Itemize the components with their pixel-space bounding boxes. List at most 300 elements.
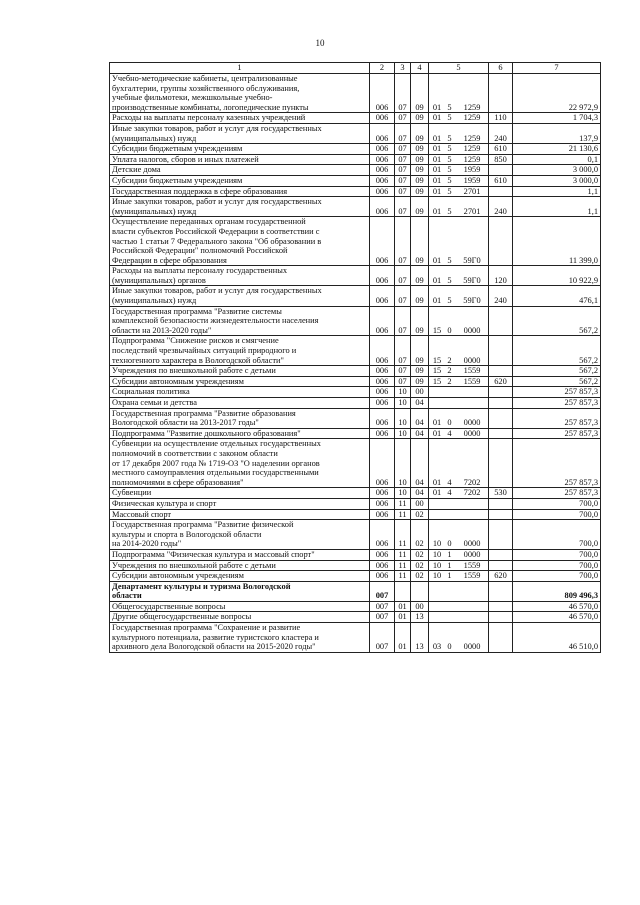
row-expense-type bbox=[489, 520, 513, 550]
row-subsection-code: 04 bbox=[411, 408, 429, 428]
row-expense-type bbox=[489, 165, 513, 176]
row-name: Учреждения по внешкольной работе с детьми bbox=[110, 366, 370, 377]
row-amount: 567,2 bbox=[513, 336, 601, 366]
header-cell-4: 4 bbox=[411, 63, 429, 74]
table-row bbox=[110, 612, 601, 623]
row-target-article bbox=[429, 165, 489, 176]
row-amount: 700,0 bbox=[513, 520, 601, 550]
row-subsection-code bbox=[411, 581, 429, 601]
header-cell-1: 1 bbox=[110, 63, 370, 74]
header-cell-7: 7 bbox=[513, 63, 601, 74]
table-row bbox=[110, 376, 601, 387]
row-amount: 3 000,0 bbox=[513, 165, 601, 176]
row-target-article-p3: 1259 bbox=[463, 133, 481, 143]
row-name: Подпрограмма "Физическая культура и массовый спорт" bbox=[110, 549, 370, 560]
row-name: Иные закупки товаров, работ и услуг для государственных (муниципальных) нужд bbox=[110, 123, 370, 143]
row-name: Субсидии автономным учреждениям bbox=[110, 571, 370, 582]
row-name: Общегосударственные вопросы bbox=[110, 601, 370, 612]
row-subsection-code: 13 bbox=[411, 612, 429, 623]
row-subsection-code: 09 bbox=[411, 266, 429, 286]
row-expense-type bbox=[489, 336, 513, 366]
row-subsection-code: 00 bbox=[411, 387, 429, 398]
row-expense-type bbox=[489, 387, 513, 398]
row-expense-type bbox=[489, 186, 513, 197]
row-expense-type: 620 bbox=[489, 376, 513, 387]
header-cell-5: 5 bbox=[429, 63, 489, 74]
header-row bbox=[110, 63, 601, 74]
row-target-article-p3: 0000 bbox=[463, 325, 481, 335]
row-name: Государственная программа "Развитие образования Вологодской области на 2013-2017 годы" bbox=[110, 408, 370, 428]
row-target-article bbox=[429, 612, 489, 623]
table-row bbox=[110, 336, 601, 366]
row-target-article-p3: 59Г0 bbox=[463, 296, 481, 306]
row-section-code: 11 bbox=[395, 520, 411, 550]
row-section-code: 07 bbox=[395, 165, 411, 176]
row-target-article-p3: 0000 bbox=[463, 642, 481, 652]
row-subsection-code: 09 bbox=[411, 336, 429, 366]
row-target-article bbox=[429, 366, 489, 377]
row-target-article-p2: 0 bbox=[447, 325, 452, 335]
row-ministry-code: 006 bbox=[370, 286, 395, 306]
row-section-code: 07 bbox=[395, 306, 411, 336]
row-section-code: 10 bbox=[395, 439, 411, 488]
row-subsection-code: 00 bbox=[411, 498, 429, 509]
row-section-code bbox=[395, 581, 411, 601]
row-ministry-code: 006 bbox=[370, 336, 395, 366]
row-target-article-p3: 1259 bbox=[463, 113, 481, 123]
row-target-article-p1: 15 bbox=[432, 355, 442, 365]
row-ministry-code: 006 bbox=[370, 498, 395, 509]
row-name: Подпрограмма "Снижение рисков и смягчение последствий чрезвычайных ситуаций природного и техногенного характера в Вологодской области" bbox=[110, 336, 370, 366]
row-name: Детские дома bbox=[110, 165, 370, 176]
row-amount: 46 570,0 bbox=[513, 601, 601, 612]
row-amount: 21 130,6 bbox=[513, 144, 601, 155]
row-target-article-p2: 4 bbox=[447, 477, 452, 487]
row-subsection-code: 09 bbox=[411, 376, 429, 387]
row-section-code: 11 bbox=[395, 509, 411, 520]
row-section-code: 11 bbox=[395, 498, 411, 509]
row-amount: 257 857,3 bbox=[513, 428, 601, 439]
table-row bbox=[110, 520, 601, 550]
row-subsection-code: 04 bbox=[411, 398, 429, 409]
row-expense-type: 610 bbox=[489, 175, 513, 186]
row-target-article-p1: 01 bbox=[432, 113, 442, 123]
table-row bbox=[110, 175, 601, 186]
row-ministry-code: 006 bbox=[370, 113, 395, 124]
row-ministry-code: 006 bbox=[370, 123, 395, 143]
row-section-code: 07 bbox=[395, 113, 411, 124]
row-name: Субсидии бюджетным учреждениям bbox=[110, 175, 370, 186]
row-ministry-code: 006 bbox=[370, 549, 395, 560]
row-target-article-p3: 1959 bbox=[463, 165, 481, 175]
row-subsection-code: 09 bbox=[411, 144, 429, 155]
row-expense-type: 240 bbox=[489, 286, 513, 306]
row-subsection-code: 02 bbox=[411, 560, 429, 571]
row-amount: 10 922,9 bbox=[513, 266, 601, 286]
row-expense-type bbox=[489, 306, 513, 336]
row-expense-type: 120 bbox=[489, 266, 513, 286]
row-ministry-code: 006 bbox=[370, 520, 395, 550]
row-section-code: 10 bbox=[395, 408, 411, 428]
row-amount: 257 857,3 bbox=[513, 387, 601, 398]
row-amount: 700,0 bbox=[513, 571, 601, 582]
row-target-article-p1: 01 bbox=[432, 102, 442, 112]
row-section-code: 07 bbox=[395, 266, 411, 286]
row-subsection-code: 09 bbox=[411, 74, 429, 113]
table-row bbox=[110, 601, 601, 612]
row-section-code: 11 bbox=[395, 571, 411, 582]
row-name: Государственная поддержка в сфере образования bbox=[110, 186, 370, 197]
row-target-article bbox=[429, 498, 489, 509]
row-target-article-p1: 01 bbox=[432, 275, 442, 285]
row-expense-type: 620 bbox=[489, 571, 513, 582]
row-subsection-code: 02 bbox=[411, 509, 429, 520]
row-target-article-p2: 0 bbox=[447, 642, 452, 652]
row-amount: 700,0 bbox=[513, 498, 601, 509]
row-expense-type bbox=[489, 498, 513, 509]
row-subsection-code: 02 bbox=[411, 549, 429, 560]
row-target-article-p2: 5 bbox=[447, 275, 452, 285]
row-target-article-p2: 0 bbox=[447, 418, 452, 428]
row-expense-type bbox=[489, 560, 513, 571]
row-target-article-p3: 0000 bbox=[463, 428, 481, 438]
row-amount: 809 496,3 bbox=[513, 581, 601, 601]
row-subsection-code: 09 bbox=[411, 113, 429, 124]
row-ministry-code: 006 bbox=[370, 306, 395, 336]
row-target-article bbox=[429, 144, 489, 155]
row-expense-type bbox=[489, 509, 513, 520]
row-target-article-p3: 59Г0 bbox=[463, 255, 481, 265]
row-amount: 567,2 bbox=[513, 366, 601, 377]
row-target-article-p3: 1259 bbox=[463, 102, 481, 112]
row-ministry-code: 006 bbox=[370, 376, 395, 387]
row-target-article-p2: 2 bbox=[447, 366, 452, 376]
row-target-article-p2: 5 bbox=[447, 175, 452, 185]
row-ministry-code: 007 bbox=[370, 581, 395, 601]
row-section-code: 07 bbox=[395, 144, 411, 155]
row-target-article bbox=[429, 336, 489, 366]
row-target-article-p2: 4 bbox=[447, 428, 452, 438]
row-name: Другие общегосударственные вопросы bbox=[110, 612, 370, 623]
row-subsection-code: 09 bbox=[411, 306, 429, 336]
row-target-article-p1: 01 bbox=[432, 144, 442, 154]
row-amount: 257 857,3 bbox=[513, 408, 601, 428]
row-subsection-code: 13 bbox=[411, 623, 429, 653]
row-expense-type bbox=[489, 366, 513, 377]
row-amount: 567,2 bbox=[513, 376, 601, 387]
row-expense-type bbox=[489, 428, 513, 439]
row-target-article-p3: 1559 bbox=[463, 376, 481, 386]
row-amount: 567,2 bbox=[513, 306, 601, 336]
row-target-article-p2: 2 bbox=[447, 355, 452, 365]
row-target-article bbox=[429, 197, 489, 217]
row-amount: 137,9 bbox=[513, 123, 601, 143]
row-section-code: 11 bbox=[395, 549, 411, 560]
row-name: Субсидии автономным учреждениям bbox=[110, 376, 370, 387]
row-section-code: 10 bbox=[395, 398, 411, 409]
header-cell-2: 2 bbox=[370, 63, 395, 74]
row-target-article-p2: 5 bbox=[447, 206, 452, 216]
row-expense-type bbox=[489, 612, 513, 623]
row-amount: 0,1 bbox=[513, 154, 601, 165]
row-name: Государственная программа "Развитие физической культуры и спорта в Вологодской области на 2014-2020 годы" bbox=[110, 520, 370, 550]
row-section-code: 11 bbox=[395, 560, 411, 571]
row-subsection-code: 02 bbox=[411, 571, 429, 582]
table-row bbox=[110, 439, 601, 488]
table-row bbox=[110, 498, 601, 509]
row-ministry-code: 006 bbox=[370, 509, 395, 520]
row-target-article-p1: 01 bbox=[432, 206, 442, 216]
row-target-article-p1: 01 bbox=[432, 133, 442, 143]
row-target-article bbox=[429, 509, 489, 520]
row-target-article-p3: 7202 bbox=[463, 488, 481, 498]
row-target-article-p3: 1259 bbox=[463, 144, 481, 154]
row-ministry-code: 006 bbox=[370, 154, 395, 165]
row-ministry-code: 006 bbox=[370, 408, 395, 428]
row-target-article bbox=[429, 266, 489, 286]
row-target-article-p2: 2 bbox=[447, 376, 452, 386]
row-expense-type bbox=[489, 601, 513, 612]
row-expense-type: 530 bbox=[489, 488, 513, 499]
row-target-article-p1: 15 bbox=[432, 366, 442, 376]
row-subsection-code: 09 bbox=[411, 197, 429, 217]
row-target-article bbox=[429, 560, 489, 571]
row-ministry-code: 006 bbox=[370, 488, 395, 499]
row-amount: 22 972,9 bbox=[513, 74, 601, 113]
row-target-article-p2: 5 bbox=[447, 113, 452, 123]
row-ministry-code: 007 bbox=[370, 623, 395, 653]
row-subsection-code: 09 bbox=[411, 286, 429, 306]
row-amount: 257 857,3 bbox=[513, 488, 601, 499]
row-target-article bbox=[429, 286, 489, 306]
row-expense-type bbox=[489, 623, 513, 653]
row-section-code: 07 bbox=[395, 175, 411, 186]
header-cell-6: 6 bbox=[489, 63, 513, 74]
row-expense-type: 240 bbox=[489, 123, 513, 143]
row-subsection-code: 09 bbox=[411, 217, 429, 266]
row-target-article-p1: 01 bbox=[432, 428, 442, 438]
table-row bbox=[110, 286, 601, 306]
row-target-article bbox=[429, 439, 489, 488]
row-expense-type: 240 bbox=[489, 197, 513, 217]
row-target-article bbox=[429, 113, 489, 124]
row-expense-type: 610 bbox=[489, 144, 513, 155]
row-target-article-p1: 15 bbox=[432, 376, 442, 386]
row-target-article-p2: 5 bbox=[447, 144, 452, 154]
row-target-article-p2: 5 bbox=[447, 186, 452, 196]
row-target-article-p3: 1559 bbox=[463, 560, 481, 570]
row-section-code: 01 bbox=[395, 623, 411, 653]
row-ministry-code: 006 bbox=[370, 439, 395, 488]
row-target-article bbox=[429, 601, 489, 612]
row-target-article-p2: 5 bbox=[447, 133, 452, 143]
row-name: Расходы на выплаты персоналу казенных учреждений bbox=[110, 113, 370, 124]
table-row bbox=[110, 123, 601, 143]
row-target-article bbox=[429, 398, 489, 409]
row-expense-type bbox=[489, 408, 513, 428]
row-ministry-code: 006 bbox=[370, 387, 395, 398]
page-number: 10 bbox=[315, 38, 325, 48]
row-ministry-code: 006 bbox=[370, 186, 395, 197]
row-expense-type: 850 bbox=[489, 154, 513, 165]
row-section-code: 07 bbox=[395, 286, 411, 306]
row-target-article-p3: 0000 bbox=[463, 355, 481, 365]
table-row bbox=[110, 154, 601, 165]
table-row bbox=[110, 509, 601, 520]
table-row bbox=[110, 366, 601, 377]
table-row bbox=[110, 186, 601, 197]
table-row bbox=[110, 113, 601, 124]
row-subsection-code: 04 bbox=[411, 439, 429, 488]
header-cell-3: 3 bbox=[395, 63, 411, 74]
row-target-article-p1: 10 bbox=[432, 549, 442, 559]
row-name: Физическая культура и спорт bbox=[110, 498, 370, 509]
row-subsection-code: 09 bbox=[411, 123, 429, 143]
row-subsection-code: 04 bbox=[411, 488, 429, 499]
row-target-article-p3: 0000 bbox=[463, 539, 481, 549]
row-name: Государственная программа "Сохранение и развитие культурного потенциала, развитие туристского кластера и архивного дела Вологодской области на 2015-2020 годы" bbox=[110, 623, 370, 653]
row-name: Иные закупки товаров, работ и услуг для государственных (муниципальных) нужд bbox=[110, 286, 370, 306]
row-target-article-p1: 10 bbox=[432, 539, 442, 549]
table-row bbox=[110, 488, 601, 499]
row-target-article-p3: 1559 bbox=[463, 366, 481, 376]
row-section-code: 07 bbox=[395, 123, 411, 143]
row-target-article-p2: 0 bbox=[447, 539, 452, 549]
row-section-code: 07 bbox=[395, 154, 411, 165]
row-section-code: 10 bbox=[395, 387, 411, 398]
row-name: Субвенции bbox=[110, 488, 370, 499]
row-section-code: 01 bbox=[395, 612, 411, 623]
row-section-code: 07 bbox=[395, 376, 411, 387]
row-name: Социальная политика bbox=[110, 387, 370, 398]
row-ministry-code: 007 bbox=[370, 612, 395, 623]
row-target-article-p3: 1959 bbox=[463, 175, 481, 185]
row-expense-type bbox=[489, 74, 513, 113]
table-row bbox=[110, 623, 601, 653]
row-section-code: 07 bbox=[395, 366, 411, 377]
row-target-article bbox=[429, 387, 489, 398]
row-ministry-code: 006 bbox=[370, 398, 395, 409]
row-ministry-code: 006 bbox=[370, 165, 395, 176]
row-name: Охрана семьи и детства bbox=[110, 398, 370, 409]
row-subsection-code: 00 bbox=[411, 601, 429, 612]
row-amount: 1 704,3 bbox=[513, 113, 601, 124]
row-target-article bbox=[429, 74, 489, 113]
row-amount: 46 570,0 bbox=[513, 612, 601, 623]
row-target-article bbox=[429, 623, 489, 653]
row-target-article-p3: 0000 bbox=[463, 418, 481, 428]
row-name: Учебно-методические кабинеты, централизованные бухгалтерии, группы хозяйственного обслуживания, учебные фильмотеки, межшкольные учебно- производственные комбинаты, логопедические пункты bbox=[110, 74, 370, 113]
table-row bbox=[110, 217, 601, 266]
row-target-article-p3: 2701 bbox=[463, 206, 481, 216]
row-target-article bbox=[429, 154, 489, 165]
row-target-article-p1: 01 bbox=[432, 186, 442, 196]
row-target-article bbox=[429, 306, 489, 336]
row-target-article-p1: 01 bbox=[432, 154, 442, 164]
row-target-article-p1: 01 bbox=[432, 165, 442, 175]
row-name: Массовый спорт bbox=[110, 509, 370, 520]
row-name: Государственная программа "Развитие системы комплексной безопасности жизнедеятельности населения области на 2013-2020 годы" bbox=[110, 306, 370, 336]
table-row bbox=[110, 571, 601, 582]
row-expense-type bbox=[489, 581, 513, 601]
row-target-article-p1: 01 bbox=[432, 255, 442, 265]
row-ministry-code: 006 bbox=[370, 428, 395, 439]
row-expense-type bbox=[489, 398, 513, 409]
row-target-article-p2: 5 bbox=[447, 255, 452, 265]
row-name: Департамент культуры и туризма Вологодской области bbox=[110, 581, 370, 601]
row-ministry-code: 006 bbox=[370, 74, 395, 113]
row-target-article-p3: 7202 bbox=[463, 477, 481, 487]
row-expense-type bbox=[489, 217, 513, 266]
row-name: Уплата налогов, сборов и иных платежей bbox=[110, 154, 370, 165]
row-name: Иные закупки товаров, работ и услуг для государственных (муниципальных) нужд bbox=[110, 197, 370, 217]
row-subsection-code: 04 bbox=[411, 428, 429, 439]
row-section-code: 07 bbox=[395, 186, 411, 197]
row-ministry-code: 006 bbox=[370, 366, 395, 377]
row-name: Субсидии бюджетным учреждениям bbox=[110, 144, 370, 155]
row-target-article-p1: 01 bbox=[432, 175, 442, 185]
row-target-article bbox=[429, 186, 489, 197]
row-target-article-p1: 01 bbox=[432, 296, 442, 306]
row-target-article-p1: 03 bbox=[432, 642, 442, 652]
row-name: Подпрограмма "Развитие дошкольного образования" bbox=[110, 428, 370, 439]
row-section-code: 07 bbox=[395, 217, 411, 266]
row-target-article-p2: 5 bbox=[447, 154, 452, 164]
row-ministry-code: 006 bbox=[370, 217, 395, 266]
row-amount: 700,0 bbox=[513, 560, 601, 571]
row-amount: 257 857,3 bbox=[513, 398, 601, 409]
row-target-article-p3: 0000 bbox=[463, 549, 481, 559]
row-target-article-p2: 1 bbox=[447, 549, 452, 559]
table-row bbox=[110, 74, 601, 113]
row-target-article bbox=[429, 488, 489, 499]
table-row bbox=[110, 165, 601, 176]
row-subsection-code: 09 bbox=[411, 175, 429, 186]
row-target-article bbox=[429, 217, 489, 266]
row-target-article-p1: 01 bbox=[432, 488, 442, 498]
row-target-article bbox=[429, 581, 489, 601]
row-target-article bbox=[429, 376, 489, 387]
row-name: Расходы на выплаты персоналу государственных (муниципальных) органов bbox=[110, 266, 370, 286]
row-name: Учреждения по внешкольной работе с детьми bbox=[110, 560, 370, 571]
row-ministry-code: 006 bbox=[370, 560, 395, 571]
row-target-article-p3: 1559 bbox=[463, 571, 481, 581]
row-target-article bbox=[429, 428, 489, 439]
table-row bbox=[110, 306, 601, 336]
row-target-article-p2: 5 bbox=[447, 165, 452, 175]
row-target-article-p2: 1 bbox=[447, 571, 452, 581]
row-target-article bbox=[429, 175, 489, 186]
row-ministry-code: 006 bbox=[370, 197, 395, 217]
row-target-article-p1: 10 bbox=[432, 560, 442, 570]
row-subsection-code: 02 bbox=[411, 520, 429, 550]
row-target-article bbox=[429, 520, 489, 550]
row-target-article-p1: 10 bbox=[432, 571, 442, 581]
row-ministry-code: 006 bbox=[370, 266, 395, 286]
row-target-article bbox=[429, 408, 489, 428]
table-row bbox=[110, 197, 601, 217]
row-amount: 700,0 bbox=[513, 509, 601, 520]
row-name: Субвенции на осуществление отдельных государственных полномочий в соответствии с законом области от 17 декабря 2007 года № 1719-ОЗ "О наделении органов местного самоуправления отдельными государственными полномочиями в сфере образования" bbox=[110, 439, 370, 488]
row-section-code: 07 bbox=[395, 74, 411, 113]
row-ministry-code: 006 bbox=[370, 144, 395, 155]
table-body bbox=[110, 74, 601, 653]
row-amount: 3 000,0 bbox=[513, 175, 601, 186]
row-ministry-code: 006 bbox=[370, 571, 395, 582]
table-row bbox=[110, 408, 601, 428]
table-row bbox=[110, 428, 601, 439]
table-row bbox=[110, 560, 601, 571]
